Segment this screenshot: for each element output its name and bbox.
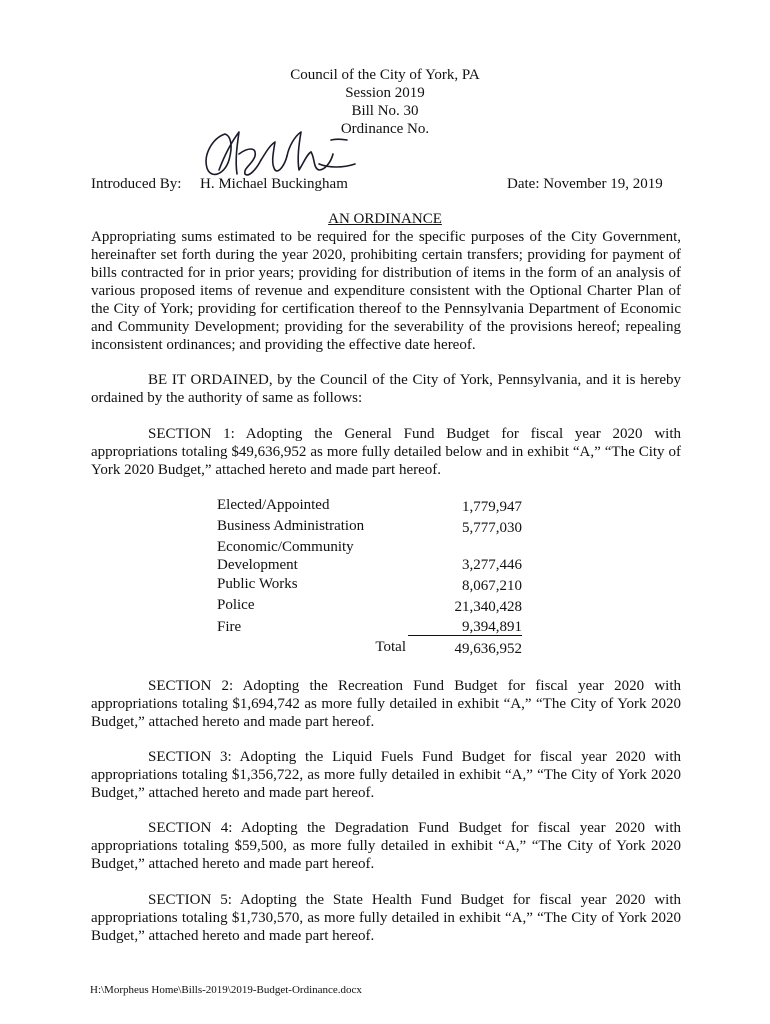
table-row-label: Elected/Appointed (217, 497, 330, 513)
table-row-value: 21,340,428 (454, 599, 522, 615)
total-rule (408, 635, 522, 636)
table-total-label: Total (375, 639, 406, 655)
section-2: SECTION 2: Adopting the Recreation Fund Budget for fiscal year 2020 with appropriations totaling $1,694,742 as more fully detailed in exhibit “A,” “The City of York 2020 Budget,” attached hereto and made part hereof. (91, 678, 681, 730)
table-row-label: Public Works (217, 576, 298, 592)
ordinance-number: Ordinance No. (340, 121, 430, 137)
section-4: SECTION 4: Adopting the Degradation Fund Budget for fiscal year 2020 with appropriations totaling $59,500, as more fully detailed in exhibit “A,” “The City of York 2020 Budget,” attached hereto and made part hereof. (91, 820, 681, 872)
table-row-label: Police (217, 597, 255, 613)
table-row-label: Economic/Community (217, 539, 354, 555)
table-row-label: Business Administration (217, 518, 365, 534)
introduced-by-label: Introduced By: (91, 176, 182, 192)
table-row-value: 9,394,891 (462, 619, 522, 635)
introduced-by-name: H. Michael Buckingham (200, 176, 348, 192)
table-total-value: 49,636,952 (454, 641, 522, 657)
council-heading: Council of the City of York, PA (290, 67, 480, 83)
ordinance-preamble: Appropriating sums estimated to be required for the specific purposes of the City Government, hereinafter set forth during the year 2020, prohibiting certain transfers; providing for payment of bills contracted for in prior years; providing for distribution of items in the form of an analysis of various proposed items of revenue and expenditure consistent with the Optional Charter Plan of the City of York; providing for certification thereof to the Pennsylvania Department of Economic and Community Development; providing for the severability of the provisions hereof; repealing inconsistent ordinances; and providing the effective date hereof. (91, 229, 681, 353)
ordained-clause: BE IT ORDAINED, by the Council of the City of York, Pennsylvania, and it is hereby ordained by the authority of same as follows: (91, 372, 681, 406)
table-row-value: 3,277,446 (462, 557, 522, 573)
table-row-value: 5,777,030 (462, 520, 522, 536)
table-row-label: Fire (217, 619, 242, 635)
section-1: SECTION 1: Adopting the General Fund Budget for fiscal year 2020 with appropriations totaling $49,636,952 as more fully detailed below and in exhibit “A,” “The City of York 2020 Budget,” attached hereto and made part hereof. (91, 426, 681, 478)
file-path-footer: H:\Morpheus Home\Bills-2019\2019-Budget-Ordinance.docx (90, 984, 362, 996)
bill-number: Bill No. 30 (351, 103, 419, 119)
section-5: SECTION 5: Adopting the State Health Fund Budget for fiscal year 2020 with appropriations totaling $1,730,570, as more fully detailed in exhibit “A,” “The City of York 2020 Budget,” attached hereto and made part hereof. (91, 892, 681, 944)
table-row-value: 8,067,210 (462, 578, 522, 594)
ordinance-title: AN ORDINANCE (328, 211, 442, 227)
session-line: Session 2019 (345, 85, 425, 101)
ordinance-date: Date: November 19, 2019 (507, 176, 663, 192)
table-row-label: Development (217, 557, 298, 573)
section-3: SECTION 3: Adopting the Liquid Fuels Fund Budget for fiscal year 2020 with appropriations totaling $1,356,722, as more fully detailed in exhibit “A,” “The City of York 2020 Budget,” attached hereto and made part hereof. (91, 749, 681, 801)
table-row-value: 1,779,947 (462, 499, 522, 515)
